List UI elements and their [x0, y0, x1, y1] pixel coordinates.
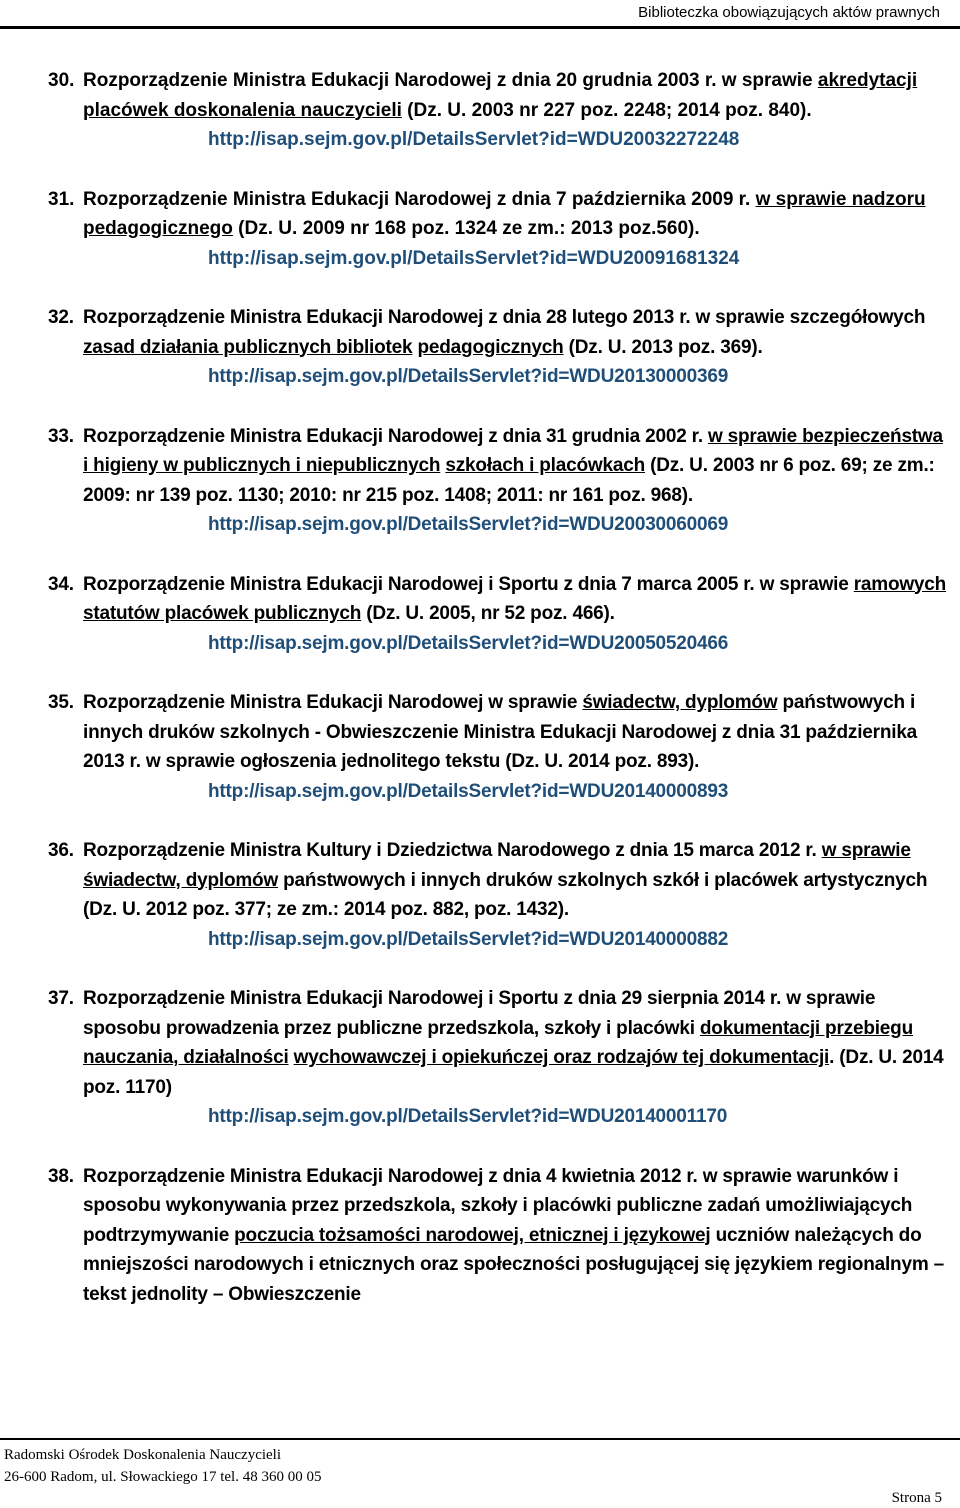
footer-address: 26-600 Radom, ul. Słowackiego 17 tel. 48 360 00 05 [4, 1469, 322, 1485]
item-text: . (Dz. U. 2014 poz. 1170) [83, 1047, 944, 1098]
isap-link[interactable]: http://isap.sejm.gov.pl/DetailsServlet?id=WDU20140001170 [208, 1106, 728, 1127]
item-text: (Dz. U. 2003 nr 227 poz. 2248; 2014 poz. 840). [401, 99, 812, 121]
item-number: 36. [48, 840, 74, 861]
isap-link[interactable]: http://isap.sejm.gov.pl/DetailsServlet?id=WDU20091681324 [208, 247, 740, 269]
item-underlined-text: dokumentacji przebiegu nauczania, działalności [83, 1017, 913, 1068]
item-underlined-text: w sprawie świadectw, dyplomów [83, 840, 911, 891]
isap-link[interactable]: http://isap.sejm.gov.pl/DetailsServlet?id=WDU20130000369 [208, 366, 729, 387]
item-text: Rozporządzenie Ministra Edukacji Narodowej z dnia 7 października 2009 r. [83, 188, 756, 210]
item-number: 30. [48, 70, 75, 91]
page-number: Strona 5 [891, 1490, 942, 1506]
list-item [48, 66, 948, 155]
item-text: (Dz. U. 2009 nr 168 poz. 1324 ze zm.: 2013 poz.560). [232, 218, 700, 239]
page-footer [4, 1444, 321, 1488]
isap-link[interactable]: http://isap.sejm.gov.pl/DetailsServlet?id=WDU20140000893 [208, 780, 729, 802]
item-number: 34. [48, 573, 74, 595]
item-text: (Dz. U. 2013 poz. 369). [563, 336, 763, 358]
item-text: uczniów należących do mniejszości narodowych i etnicznych oraz społeczności posługującej się językiem regionalnym – tekst jednolity – Obwieszczenie [83, 1224, 944, 1305]
item-text: (Dz. U. 2005, nr 52 poz. 466). [361, 603, 615, 624]
item-text: Rozporządzenie Ministra Edukacji Narodowej z dnia 20 grudnia 2003 r. w sprawie [83, 70, 813, 91]
list-item [48, 570, 948, 659]
list-item [48, 422, 948, 540]
item-text: Rozporządzenie Ministra Edukacji Narodowej i Sportu z dnia 7 marca 2005 r. w sprawie [83, 573, 854, 595]
item-number: 33. [48, 425, 74, 447]
list-item [48, 688, 948, 806]
page-header [0, 0, 960, 24]
footer-divider [0, 1438, 960, 1440]
item-underlined-text: zasad działania publicznych bibliotek [83, 336, 413, 358]
header-divider [0, 26, 960, 29]
footer-institution: Radomski Ośrodek Doskonalenia Nauczycieli [4, 1447, 282, 1463]
list-item [48, 836, 948, 954]
isap-link[interactable]: http://isap.sejm.gov.pl/DetailsServlet?id=WDU20030060069 [208, 514, 729, 535]
item-underlined-text: w sprawie bezpieczeństwa i higieny w publicznych i niepublicznych [83, 425, 943, 476]
document-body [48, 66, 948, 1309]
isap-link[interactable]: http://isap.sejm.gov.pl/DetailsServlet?id=WDU20032272248 [208, 129, 740, 150]
item-text: (Dz. U. 2003 nr 6 poz. 69; ze zm.: 2009: nr 139 poz. 1130; 2010: nr 215 poz. 1408; 2011: nr 161 poz. 968). [83, 455, 935, 506]
item-number: 37. [48, 988, 74, 1009]
item-text: Rozporządzenie Ministra Edukacji Narodowej i Sportu z dnia 29 sierpnia 2014 r. w sprawie sposobu prowadzenia przez publiczne przedszkola, szkoły i placówki [83, 988, 876, 1039]
item-underlined-text: pedagogicznych [417, 336, 564, 358]
item-number: 31. [48, 188, 75, 210]
item-text: państwowych i innych druków szkolnych - Obwieszczenie Ministra Edukacji Narodowej z dnia 31 października 2013 r. w sprawie ogłoszenia jednolitego tekstu (Dz. U. 2014 poz. 893). [83, 692, 918, 772]
item-underlined-text: świadectw, dyplomów [582, 692, 778, 713]
item-underlined-text: akredytacji placówek doskonalenia nauczycieli [83, 70, 918, 121]
item-underlined-text: poczucia tożsamości narodowej, etnicznej i językowej [234, 1224, 711, 1246]
item-text: Rozporządzenie Ministra Kultury i Dziedzictwa Narodowego z dnia 15 marca 2012 r. [83, 840, 822, 861]
isap-link[interactable]: http://isap.sejm.gov.pl/DetailsServlet?id=WDU20050520466 [208, 632, 729, 654]
list-item [48, 185, 948, 274]
item-underlined-text: w sprawie nadzoru pedagogicznego [83, 188, 926, 239]
isap-link[interactable]: http://isap.sejm.gov.pl/DetailsServlet?id=WDU20140000882 [208, 928, 729, 950]
list-item [48, 303, 948, 392]
item-underlined-text: wychowawczej i opiekuńczej oraz rodzajów tej dokumentacji [293, 1047, 830, 1068]
item-text: Rozporządzenie Ministra Edukacji Narodowej z dnia 31 grudnia 2002 r. [83, 425, 708, 447]
item-text: Rozporządzenie Ministra Edukacji Narodowej z dnia 4 kwietnia 2012 r. w sprawie warunków i sposobu wykonywania przez przedszkola, szkoły i placówki publiczne zadań umożliwiających podtrzymywanie [83, 1165, 913, 1246]
item-text: Rozporządzenie Ministra Edukacji Narodowej w sprawie [83, 692, 583, 713]
item-number: 35. [48, 692, 74, 713]
list-item [48, 1162, 948, 1310]
header-title: Biblioteczka obowiązujących aktów prawnych [638, 3, 940, 21]
item-underlined-text: szkołach i placówkach [445, 455, 645, 476]
item-number: 38. [48, 1165, 74, 1187]
item-text: państwowych i innych druków szkolnych szkół i placówek artystycznych (Dz. U. 2012 poz. 377; ze zm.: 2014 poz. 882, poz. 1432). [83, 869, 928, 920]
item-underlined-text: ramowych statutów placówek publicznych [83, 573, 947, 624]
item-number: 32. [48, 307, 74, 328]
item-text: Rozporządzenie Ministra Edukacji Narodowej z dnia 28 lutego 2013 r. w sprawie szczegółowych [83, 307, 926, 328]
list-item [48, 984, 948, 1132]
